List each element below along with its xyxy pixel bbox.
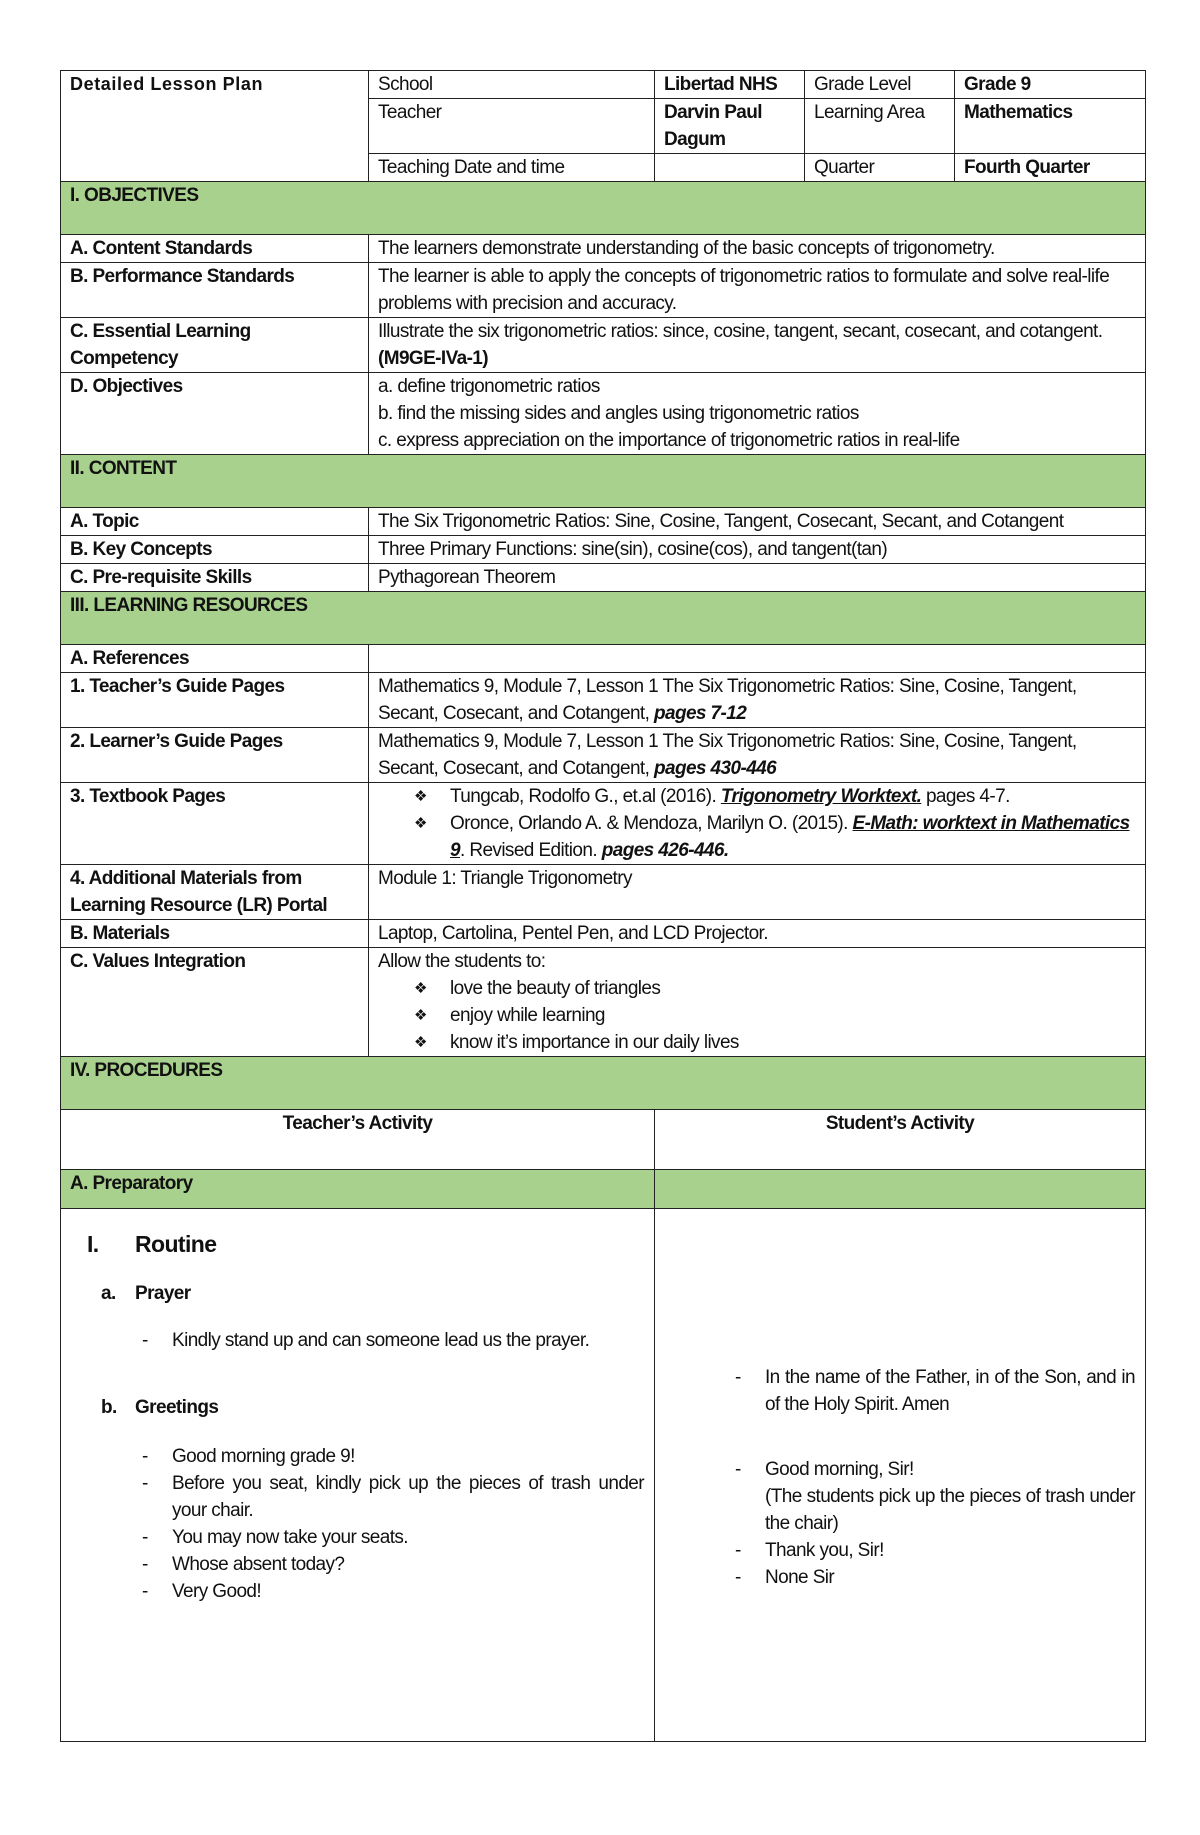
row-label: C. Values Integration (61, 948, 369, 1057)
section-objectives (61, 182, 1146, 235)
quarter-label: Quarter (805, 154, 955, 182)
objective-item: c. express appreciation on the importance of trigonometric ratios in real-life (378, 430, 960, 451)
greeting-line: - Good morning grade 9! (142, 1443, 644, 1470)
row-value: Laptop, Cartolina, Pentel Pen, and LCD Projector. (369, 920, 1146, 948)
student-activity-header: Student’s Activity (655, 1110, 1146, 1170)
prereq-row (61, 564, 1146, 592)
values-list (378, 975, 1136, 1056)
textbook-author: Tungcab, Rodolfo G., et.al (2016). (450, 786, 717, 807)
textbook-title: Trigonometry Worktext. (720, 786, 922, 807)
row-label: A. Topic (61, 508, 369, 536)
additional-materials-row (61, 865, 1146, 920)
tg-pages: pages 7-12 (653, 703, 747, 724)
greeting-reply-text: Good morning, Sir! (765, 1459, 914, 1480)
greetings-heading (87, 1394, 644, 1421)
section-procedures (61, 1057, 1146, 1110)
prayer-title: Prayer (135, 1283, 191, 1304)
routine-number: I. (87, 1231, 99, 1257)
row-value (369, 318, 1146, 373)
section-content (61, 455, 1146, 508)
section-heading: I. OBJECTIVES (61, 182, 1146, 235)
section-heading: III. LEARNING RESOURCES (61, 592, 1146, 645)
date-value (655, 154, 805, 182)
grade-value: Grade 9 (955, 71, 1146, 99)
area-label: Learning Area (805, 99, 955, 154)
performance-standards-row (61, 263, 1146, 318)
values-item: ❖ know it’s importance in our daily lives (414, 1029, 1136, 1056)
prayer-student-line: - In the name of the Father, in of the Son, and in of the Holy Spirit. Amen (735, 1364, 1135, 1418)
row-value (369, 948, 1146, 1057)
section-heading: II. CONTENT (61, 455, 1146, 508)
preparatory-label: A. Preparatory (61, 1170, 655, 1209)
teachers-guide-row (61, 673, 1146, 728)
row-label: B. Performance Standards (61, 263, 369, 318)
references-row (61, 645, 1146, 673)
routine-row (61, 1209, 1146, 1742)
lg-pages: pages 430-446 (653, 758, 777, 779)
row-value: The learner is able to apply the concepts of trigonometric ratios to formulate and solve real-life problems with precision and accuracy. (369, 263, 1146, 318)
row-label: A. Content Standards (61, 235, 369, 263)
row-label: C. Pre-requisite Skills (61, 564, 369, 592)
textbook-list (378, 783, 1136, 864)
textbook-pages: pages 4-7. (925, 786, 1010, 807)
teacher-label: Teacher (369, 99, 655, 154)
date-label: Teaching Date and time (369, 154, 655, 182)
prayer-heading (87, 1280, 644, 1307)
prayer-teacher-line: - Kindly stand up and can someone lead us the prayer. (142, 1327, 644, 1354)
row-value (369, 673, 1146, 728)
lesson-plan-table (60, 70, 1146, 1742)
school-label: School (369, 71, 655, 99)
routine-title: Routine (135, 1231, 217, 1257)
tg-text: Mathematics 9, Module 7, Lesson 1 The Six Trigonometric Ratios: Sine, Cosine, Tangent, Secant, Cosecant, and Cotangent, (378, 676, 1077, 724)
row-value: Pythagorean Theorem (369, 564, 1146, 592)
row-label: 2. Learner’s Guide Pages (61, 728, 369, 783)
textbook-row (61, 783, 1146, 865)
teacher-activity-header: Teacher’s Activity (61, 1110, 655, 1170)
grade-label: Grade Level (805, 71, 955, 99)
objective-item: a. define trigonometric ratios (378, 376, 600, 397)
lesson-plan-page (60, 70, 1145, 1742)
row-value: Three Primary Functions: sine(sin), cosine(cos), and tangent(tan) (369, 536, 1146, 564)
activity-header-row (61, 1110, 1146, 1170)
row-value (369, 373, 1146, 455)
routine-heading (87, 1231, 644, 1258)
competency-row (61, 318, 1146, 373)
greetings-number: b. (101, 1397, 117, 1418)
competency-code: (M9GE-IVa-1) (378, 348, 488, 369)
prayer-student-list (735, 1364, 1135, 1418)
row-value (369, 783, 1146, 865)
greeting-reply-note: (The students pick up the pieces of trash under the chair) (765, 1486, 1135, 1534)
quarter-value: Fourth Quarter (955, 154, 1146, 182)
preparatory-row (61, 1170, 1146, 1209)
row-label: C. Essential Learning Competency (61, 318, 369, 373)
textbook-pages: pages 426-446. (601, 840, 729, 861)
area-value: Mathematics (955, 99, 1146, 154)
textbook-author: Oronce, Orlando A. & Mendoza, Marilyn O. (2015). (450, 813, 848, 834)
header-row-1 (61, 71, 1146, 99)
values-intro: Allow the students to: (378, 951, 546, 972)
greetings-teacher-list (87, 1443, 644, 1605)
content-standards-row (61, 235, 1146, 263)
prayer-teacher-list (87, 1327, 644, 1354)
row-label: B. Key Concepts (61, 536, 369, 564)
objectives-row (61, 373, 1146, 455)
values-row (61, 948, 1146, 1057)
row-value (369, 645, 1146, 673)
greeting-reply: - Thank you, Sir! (735, 1537, 1135, 1564)
greeting-line: - Very Good! (142, 1578, 644, 1605)
greeting-line: - You may now take your seats. (142, 1524, 644, 1551)
learners-guide-row (61, 728, 1146, 783)
teacher-activity-cell (61, 1209, 655, 1742)
greetings-title: Greetings (135, 1397, 219, 1418)
textbook-edition: . Revised Edition. (459, 840, 598, 861)
row-label: A. References (61, 645, 369, 673)
greeting-reply (735, 1456, 1135, 1537)
greetings-student-list (735, 1456, 1135, 1591)
objective-item: b. find the missing sides and angles using trigonometric ratios (378, 403, 859, 424)
student-activity-cell (655, 1209, 1146, 1742)
section-resources (61, 592, 1146, 645)
row-label: B. Materials (61, 920, 369, 948)
materials-row (61, 920, 1146, 948)
row-label: 1. Teacher’s Guide Pages (61, 673, 369, 728)
greeting-reply: - None Sir (735, 1564, 1135, 1591)
competency-text: Illustrate the six trigonometric ratios: since, cosine, tangent, secant, cosecant, and cotangent. (378, 321, 1103, 342)
row-value: The learners demonstrate understanding of the basic concepts of trigonometry. (369, 235, 1146, 263)
greeting-line: - Before you seat, kindly pick up the pieces of trash under your chair. (142, 1470, 644, 1524)
values-item: ❖ love the beauty of triangles (414, 975, 1136, 1002)
topic-row (61, 508, 1146, 536)
row-value (369, 728, 1146, 783)
row-label: D. Objectives (61, 373, 369, 455)
textbook-title: E-Math: worktext in Mathematics 9 (450, 813, 1130, 861)
row-value: The Six Trigonometric Ratios: Sine, Cosine, Tangent, Cosecant, Secant, and Cotangent (369, 508, 1146, 536)
preparatory-student-cell (655, 1170, 1146, 1209)
row-label: 3. Textbook Pages (61, 783, 369, 865)
textbook-item (414, 783, 1136, 810)
document-title: Detailed Lesson Plan (61, 71, 369, 182)
prayer-number: a. (101, 1283, 116, 1304)
row-value: Module 1: Triangle Trigonometry (369, 865, 1146, 920)
section-heading: IV. PROCEDURES (61, 1057, 1146, 1110)
school-value: Libertad NHS (655, 71, 805, 99)
textbook-item (414, 810, 1136, 864)
lg-text: Mathematics 9, Module 7, Lesson 1 The Six Trigonometric Ratios: Sine, Cosine, Tangent, Secant, Cosecant, and Cotangent, (378, 731, 1077, 779)
teacher-value: Darvin Paul Dagum (655, 99, 805, 154)
row-label: 4. Additional Materials from Learning Resource (LR) Portal (61, 865, 369, 920)
values-item: ❖ enjoy while learning (414, 1002, 1136, 1029)
key-concepts-row (61, 536, 1146, 564)
greeting-line: - Whose absent today? (142, 1551, 644, 1578)
